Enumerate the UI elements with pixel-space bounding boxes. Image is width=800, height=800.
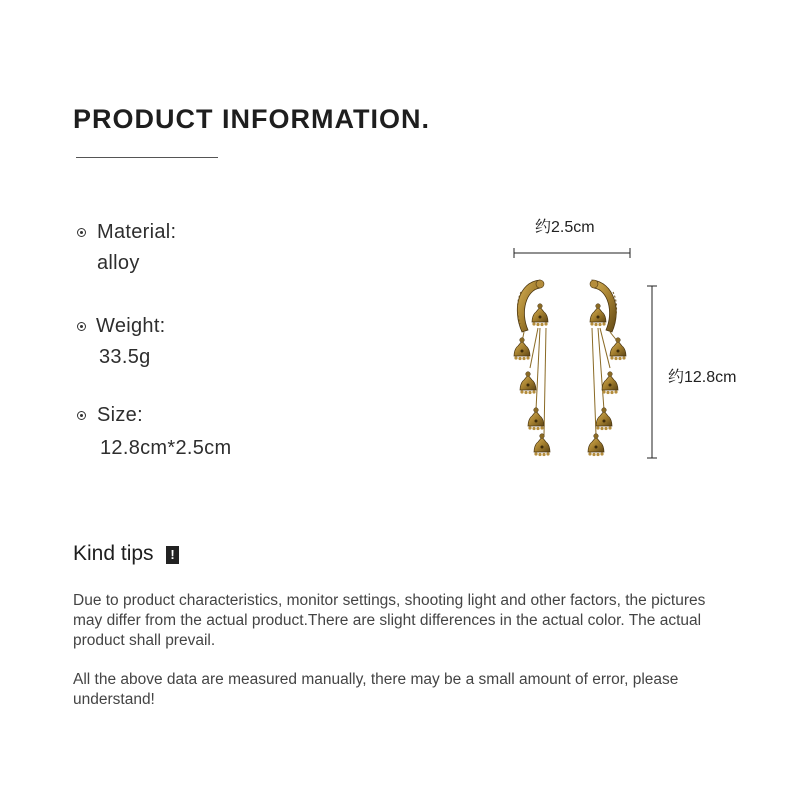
height-dimension-line: [644, 282, 660, 462]
width-dimension-label: 约2.5cm: [535, 219, 595, 236]
material-label: Material:: [97, 221, 177, 243]
title-divider: [76, 157, 218, 158]
kind-tips-heading: Kind tips: [73, 542, 154, 565]
material-value: alloy: [97, 252, 140, 274]
tips-paragraph-1: Due to product characteristics, monitor settings, shooting light and other factors, the pictures may differ from the actual product.There are slight differences in the actual color. The actual product shall prevail.: [73, 592, 706, 649]
size-value: 12.8cm*2.5cm: [100, 437, 232, 459]
bullet-icon: [77, 411, 86, 420]
bullet-icon: [77, 322, 86, 331]
size-label: Size:: [97, 404, 143, 426]
weight-label: Weight:: [96, 315, 166, 337]
earrings-image: [500, 270, 645, 465]
page-title: PRODUCT INFORMATION.: [73, 104, 430, 134]
weight-value: 33.5g: [99, 346, 151, 368]
exclamation-icon: !: [166, 546, 179, 564]
width-dimension-line: [510, 245, 634, 261]
height-dimension-label: 约12.8cm: [668, 369, 737, 386]
bullet-icon: [77, 228, 86, 237]
tips-paragraph-2: All the above data are measured manually, there may be a small amount of error, please understand!: [73, 671, 679, 708]
